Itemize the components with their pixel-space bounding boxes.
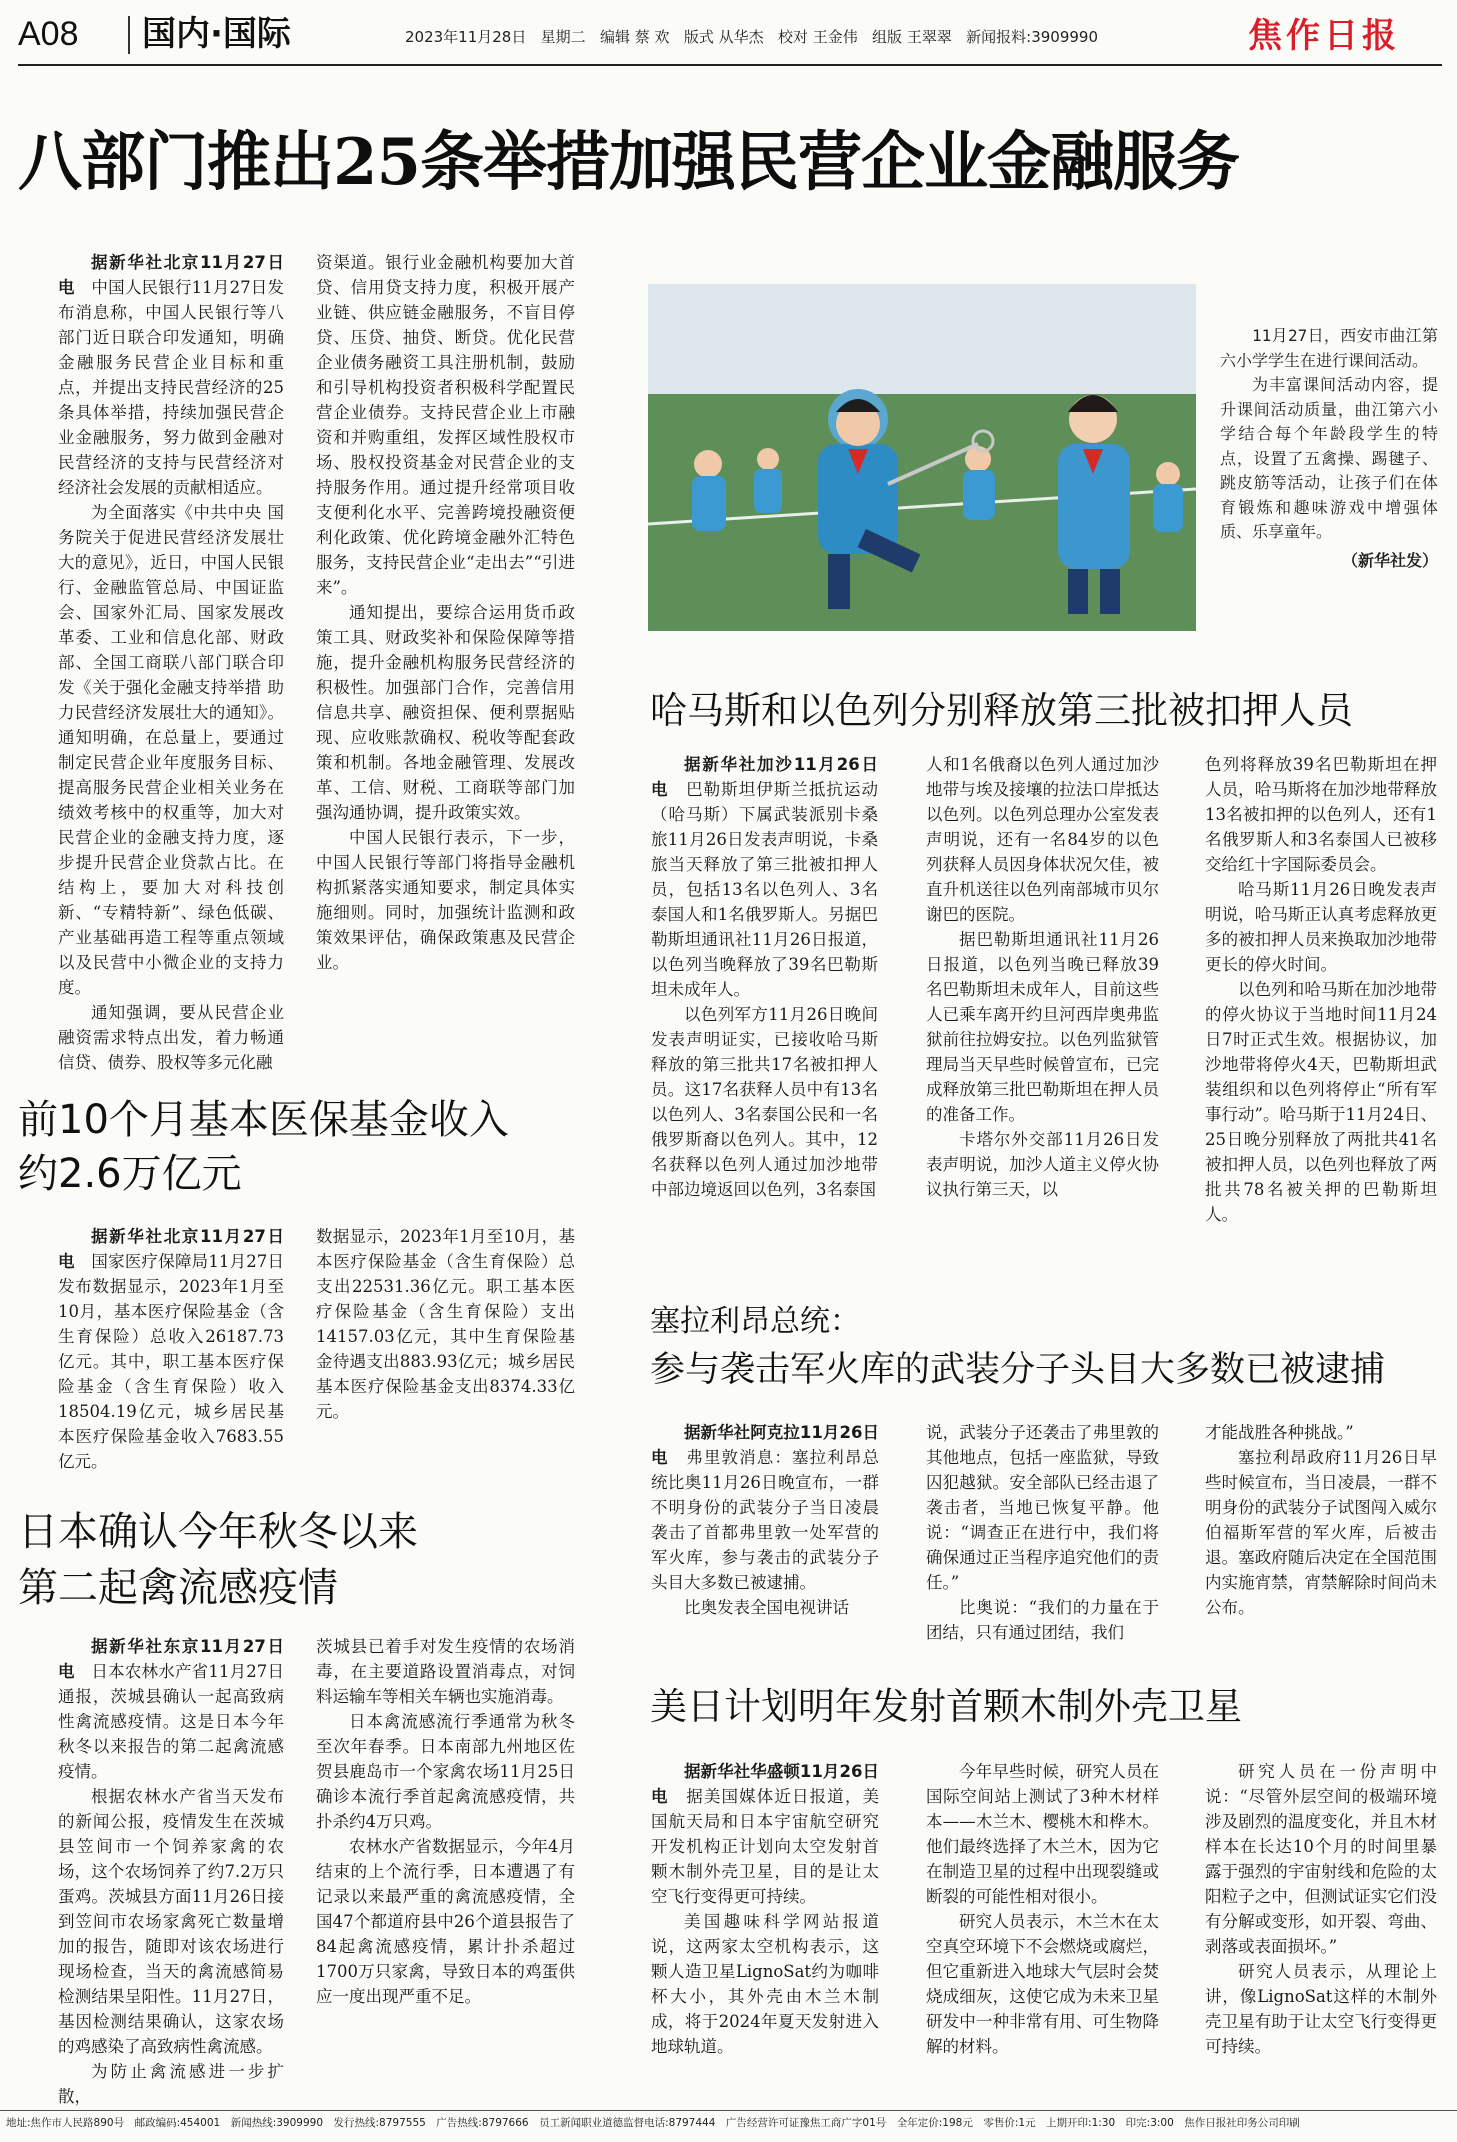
satellite-column-2 (926, 1759, 1159, 2059)
medical-headline-line-1: 前10个月基本医保基金收入 (18, 1097, 509, 1143)
dateline: 据新华社华盛顿11月26日电 (651, 1762, 879, 1806)
medical-headline-line-2: 约2.6万亿元 (18, 1151, 242, 1197)
satellite-headline: 美日计划明年发射首颗木制外壳卫星 (650, 1685, 1242, 1728)
group-credit: 组版 王翠翠 (872, 28, 952, 46)
lead-paragraph (58, 1224, 284, 1474)
paragraph-text: 国家医疗保障局11月27日发布数据显示，2023年1月至10月，基本医疗保险基金（含生育保险）总收入26187.73亿元。其中，职工基本医疗保险基金（含生育保险）收入18504.19亿元，城乡居民基本医疗保险基金收入7683.55亿元。 (58, 1252, 284, 1471)
paragraph-text: 哈马斯11月26日晚发表声明说，哈马斯正认真考虑释放更多的被扣押人员来换取加沙地带更长的停火时间。 (1205, 880, 1437, 974)
paragraph-text: 研究人员在一份声明中说：“尽管外层空间的极端环境涉及剧烈的温度变化，并且木材样本在长达10个月的时间里暴露于强烈的宇宙射线和危险的太阳粒子之中，但测试证实它们没有分解或变形，如开裂、弯曲、剥落或表面损坏。” (1205, 1762, 1437, 1956)
lead-column-1 (58, 250, 284, 1075)
caption-line: 为丰富课间活动内容，提升课间活动质量，曲江第六小学结合每个年龄段学生的特点，设置了五禽操、踢毽子、跳皮筋等活动，让孩子们在体育锻炼和趣味游戏中增强体质、乐享童年。 (1220, 375, 1438, 541)
photo-credit: （新华社发） (1341, 550, 1438, 570)
dateline: 据新华社阿克拉11月26日电 (651, 1423, 879, 1467)
birdflu-column-1 (58, 1634, 284, 2109)
paragraph (651, 1909, 879, 2059)
footer-info: 地址:焦作市人民路890号 邮政编码:454001 新闻热线:3909990 发行热线:8797555 广告热线:8797666 员工新闻职业道德监督电话:8797444 广告经营许可证豫焦工商广字01号 全年定价:198元 零售价:1元 上期开印:1:30 印完:3:00 焦作日报社印务公司印刷 (6, 2117, 1300, 2129)
hamas-headline: 哈马斯和以色列分别释放第三批被扣押人员 (650, 689, 1353, 732)
paragraph-text: 资渠道。银行业金融机构要加大首贷、信用贷支持力度，积极开展产业链、供应链金融服务，不盲目停贷、压贷、抽贷、断贷。优化民营企业债务融资工具注册机制，鼓励和引导机构投资者积极科学配置民营企业债券。支持民营企业上市融资和并购重组，发挥区域性股权市场、股权投资基金对民营企业的支持服务作用。通过提升经常项目收支便利化水平、完善跨境投融资便利化政策、优化跨境金融外汇特色服务，支持民营企业“走出去”“引进来”。 (316, 253, 575, 597)
paragraph (926, 1420, 1159, 1595)
hamas-column-3 (1205, 752, 1437, 1227)
issue-weekday: 星期二 (540, 28, 586, 46)
paragraph (926, 927, 1159, 1127)
issue-date: 2023年11月28日 (405, 28, 527, 46)
medical-column-1 (58, 1224, 284, 1474)
dateline: 据新华社东京11月27日电 (58, 1637, 284, 1681)
paragraph-text: 日本禽流感流行季通常为秋冬至次年春季。日本南部九州地区佐贺县鹿岛市一个家禽农场11月25日确诊本流行季首起禽流感疫情，共扑杀约4万只鸡。 (316, 1712, 575, 1831)
paragraph (316, 1834, 575, 2009)
paragraph (316, 1634, 575, 1709)
section-name: 国内·国际 (142, 14, 291, 54)
paragraph-text: 研究人员表示，从理论上讲，像LignoSat这样的木制外壳卫星有助于让太空飞行变得更可持续。 (1205, 1962, 1437, 2056)
paragraph (926, 1909, 1159, 2059)
paragraph-text: 通知强调，要从民营企业融资需求特点出发，着力畅通信贷、债券、股权等多元化融 (58, 1003, 284, 1072)
birdflu-headline-line-1: 日本确认今年秋冬以来 (18, 1509, 418, 1555)
paragraph (1205, 977, 1437, 1227)
news-photo (648, 284, 1196, 631)
proof-credit: 校对 王金伟 (777, 28, 858, 46)
dateline: 据新华社加沙11月26日电 (651, 755, 878, 799)
header-divider (128, 16, 130, 54)
hamas-column-2 (926, 752, 1159, 1202)
paragraph (926, 1759, 1159, 1909)
paragraph-text: 美国趣味科学网站报道说，这两家太空机构表示，这颗人造卫星LignoSat约为咖啡杯大小，其外壳由木兰木制成，将于2024年夏天发射进入地球轨道。 (651, 1912, 879, 2056)
lead-paragraph (651, 752, 878, 1002)
paragraph (651, 1002, 878, 1202)
sierra-column-2 (926, 1420, 1159, 1645)
lead-paragraph (651, 1759, 879, 1909)
paragraph-text: 研究人员表示，木兰木在太空真空环境下不会燃烧或腐烂，但它重新进入地球大气层时会焚烧成细灰，这使它成为未来卫星研发中一种非常有用、可生物降解的材料。 (926, 1912, 1159, 2056)
paragraph-text: 中国人民银行11月27日发布消息称，中国人民银行等八部门近日联合印发通知，明确金融服务民营企业目标和重点，并提出支持民营经济的25条具体举措，持续加强民营企业金融服务，努力做到金融对民营经济的支持与民营经济对经济社会发展的贡献相适应。 (58, 278, 284, 497)
paragraph (1205, 1759, 1437, 1959)
paragraph-text: 比奥说：“我们的力量在于团结，只有通过团结，我们 (926, 1598, 1159, 1642)
paragraph (1205, 877, 1437, 977)
paragraph (316, 600, 575, 825)
paragraph-text: 为全面落实《中共中央 国务院关于促进民营经济发展壮大的意见》，近日，中国人民银行、金融监管总局、中国证监会、国家外汇局、国家发展改革委、工业和信息化部、财政部、全国工商联八部门联合印发《关于强化金融支持举措 助力民营经济发展壮大的通知》。通知明确，在总量上，要通过制定民营企业年度服务目标、提高服务民营企业相关业务在绩效考核中的权重等，加大对民营企业的金融支持力度，逐步提升民营企业贷款占比。在结构上，要加大对科技创新、“专精特新”、绿色低碳、产业基础再造工程等重点领域以及民营中小微企业的支持力度。 (58, 503, 284, 997)
paragraph (58, 2059, 284, 2109)
caption-line: 11月27日，西安市曲江第六小学学生在进行课间活动。 (1220, 326, 1438, 370)
paragraph-text: 弗里敦消息：塞拉利昂总统比奥11月26日晚宣布，一群不明身份的武装分子当日凌晨袭击了首都弗里敦一处军营的军火库，参与袭击的武装分子头目大多数已被逮捕。 (651, 1448, 879, 1592)
paragraph-text: 巴勒斯坦伊斯兰抵抗运动（哈马斯）下属武装派别卡桑旅11月26日发表声明说，卡桑旅当天释放了第三批被扣押人员，包括13名以色列人、3名泰国人和1名俄罗斯人。另据巴勒斯坦通讯社11月26日报道，以色列当晚释放了39名巴勒斯坦未成年人。 (651, 780, 879, 999)
paragraph (1205, 1445, 1437, 1620)
photo-caption (1220, 324, 1438, 573)
sierra-kicker: 塞拉利昂总统： (650, 1304, 860, 1339)
photo-scene (648, 284, 1196, 631)
paragraph-text: 说，武装分子还袭击了弗里敦的其他地点，包括一座监狱，导致囚犯越狱。安全部队已经击退了袭击者，当地已恢复平静。他说：“调查正在进行中，我们将确保通过正当程序追究他们的责任。” (926, 1423, 1159, 1592)
paragraph (58, 500, 284, 1000)
paragraph-text: 以色列军方11月26日晚间发表声明证实，已接收哈马斯释放的第三批共17名被扣押人员。这17名获释人员中有13名以色列人、3名泰国公民和一名俄罗斯裔以色列人。其中，12名获释以色列人通过加沙地带中部边境返回以色列，3名泰国 (651, 1005, 878, 1199)
paragraph-text: 数据显示，2023年1月至10月，基本医疗保险基金（含生育保险）总支出22531.36亿元。职工基本医疗保险基金（含生育保险）支出14157.03亿元，其中生育保险基金待遇支出883.93亿元；城乡居民基本医疗保险基金支出8374.33亿元。 (316, 1227, 575, 1421)
paragraph-text: 才能战胜各种挑战。” (1205, 1423, 1354, 1442)
layout-credit: 版式 从华杰 (683, 28, 764, 46)
paragraph-text: 日本农林水产省11月27日通报，茨城县确认一起高致病性禽流感疫情。这是日本今年秋冬以来报告的第二起禽流感疫情。 (58, 1662, 284, 1781)
satellite-column-3 (1205, 1759, 1437, 2059)
paragraph (926, 1127, 1159, 1202)
paragraph-text: 比奥发表全国电视讲话 (684, 1598, 849, 1617)
newspaper-logo: 焦作日报 (1248, 16, 1400, 56)
lead-paragraph (58, 1634, 284, 1784)
paragraph-text: 中国人民银行表示，下一步，中国人民银行等部门将指导金融机构抓紧落实通知要求，制定具体实施细则。同时，加强统计监测和政策效果评估，确保政策惠及民营企业。 (316, 828, 575, 972)
paragraph (316, 250, 575, 600)
paragraph (316, 1709, 575, 1834)
lead-paragraph (58, 250, 284, 500)
paragraph-text: 茨城县已着手对发生疫情的农场消毒，在主要道路设置消毒点，对饲料运输车等相关车辆也实施消毒。 (316, 1637, 575, 1706)
lead-headline: 八部门推出25条举措加强民营企业金融服务 (18, 125, 1240, 200)
paragraph (1205, 752, 1437, 877)
paragraph-text: 卡塔尔外交部11月26日发表声明说，加沙人道主义停火协议执行第三天，以 (926, 1130, 1159, 1199)
birdflu-headline-line-2: 第二起禽流感疫情 (18, 1565, 338, 1611)
paragraph (926, 752, 1159, 927)
paragraph-text: 塞拉利昂政府11月26日早些时候宣布，当日凌晨，一群不明身份的武装分子试图闯入威尔伯福斯军营的军火库，后被击退。塞政府随后决定在全国范围内实施宵禁，宵禁解除时间尚未公布。 (1205, 1448, 1437, 1617)
paragraph-text: 农林水产省数据显示，今年4月结束的上个流行季，日本遭遇了有记录以来最严重的禽流感疫情，全国47个都道府县中26个道县报告了84起禽流感疫情，累计扑杀超过1700万只家禽，导致日本的鸡蛋供应一度出现严重不足。 (316, 1837, 575, 2006)
paragraph-text: 以色列和哈马斯在加沙地带的停火协议于当地时间11月24日7时正式生效。根据协议，加沙地带将停火4天，巴勒斯坦武装组织和以色列将停止“所有军事行动”。哈马斯于11月24日、25日晚分别释放了两批共41名被扣押人员，以色列也释放了两批共78名被关押的巴勒斯坦人。 (1205, 980, 1437, 1224)
paragraph-text: 人和1名俄裔以色列人通过加沙地带与埃及接壤的拉法口岸抵达以色列。以色列总理办公室发表声明说，还有一名84岁的以色列获释人员因身体状况欠佳，被直升机送往以色列南部城市贝尔谢巴的医院。 (926, 755, 1159, 924)
birdflu-column-2 (316, 1634, 575, 2009)
medical-column-2 (316, 1224, 575, 1424)
page-number: A08 (18, 15, 79, 53)
paragraph-text: 据巴勒斯坦通讯社11月26日报道，以色列当晚已释放39名巴勒斯坦未成年人，目前这些人已乘车离开约旦河西岸奥弗监狱前往拉姆安拉。以色列监狱管理局当天早些时候曾宣布，已完成释放第三批巴勒斯坦在押人员的准备工作。 (926, 930, 1159, 1124)
news-hotline: 新闻报料:3909990 (966, 28, 1098, 46)
paragraph-text: 今年早些时候，研究人员在国际空间站上测试了3种木材样本——木兰木、樱桃木和桦木。他们最终选择了木兰木，因为它在制造卫星的过程中出现裂缝或断裂的可能性相对很小。 (926, 1762, 1159, 1906)
paragraph-text: 色列将释放39名巴勒斯坦在押人员，哈马斯将在加沙地带释放13名被扣押的以色列人，还有1名俄罗斯人和3名泰国人已被移交给红十字国际委员会。 (1205, 755, 1437, 874)
sierra-column-3 (1205, 1420, 1437, 1620)
header-meta (405, 26, 1098, 48)
lead-paragraph (651, 1420, 879, 1595)
sierra-column-1 (651, 1420, 879, 1620)
paragraph (926, 1595, 1159, 1645)
lead-column-2 (316, 250, 575, 975)
paragraph (1205, 1959, 1437, 2059)
paragraph-text: 据美国媒体近日报道，美国航天局和日本宇宙航空研究开发机构正计划向太空发射首颗木制外壳卫星，目的是让太空飞行变得更可持续。 (651, 1787, 879, 1906)
sierra-headline: 参与袭击军火库的武装分子头目大多数已被逮捕 (650, 1350, 1386, 1390)
paragraph (316, 1224, 575, 1424)
paragraph (1205, 1420, 1437, 1445)
editor-credit: 编辑 蔡 欢 (600, 28, 670, 46)
footer-rule (0, 2110, 1457, 2111)
paragraph (316, 825, 575, 975)
paragraph (58, 1784, 284, 2059)
paragraph (651, 1595, 879, 1620)
dateline: 据新华社北京11月27日电 (58, 1227, 284, 1271)
paragraph-text: 为防止禽流感进一步扩散， (58, 2062, 284, 2106)
paragraph (58, 1000, 284, 1075)
header-rule (18, 64, 1442, 66)
paragraph-text: 通知提出，要综合运用货币政策工具、财政奖补和保险保障等措施，提升金融机构服务民营经济的积极性。加强部门合作，完善信用信息共享、融资担保、便利票据贴现、应收账款确权、税收等配套政策和机制。各地金融管理、发展改革、工信、财税、工商联等部门加强沟通协调，提升政策实效。 (316, 603, 575, 822)
satellite-column-1 (651, 1759, 879, 2059)
dateline: 据新华社北京11月27日电 (58, 253, 284, 297)
hamas-column-1 (651, 752, 878, 1202)
paragraph-text: 根据农林水产省当天发布的新闻公报，疫情发生在茨城县笠间市一个饲养家禽的农场，这个农场饲养了约7.2万只蛋鸡。茨城县方面11月26日接到笠间市农场家禽死亡数量增加的报告，随即对该农场进行现场检查，当天的禽流感简易检测结果呈阳性。11月27日，基因检测结果确认，这家农场的鸡感染了高致病性禽流感。 (58, 1787, 284, 2056)
